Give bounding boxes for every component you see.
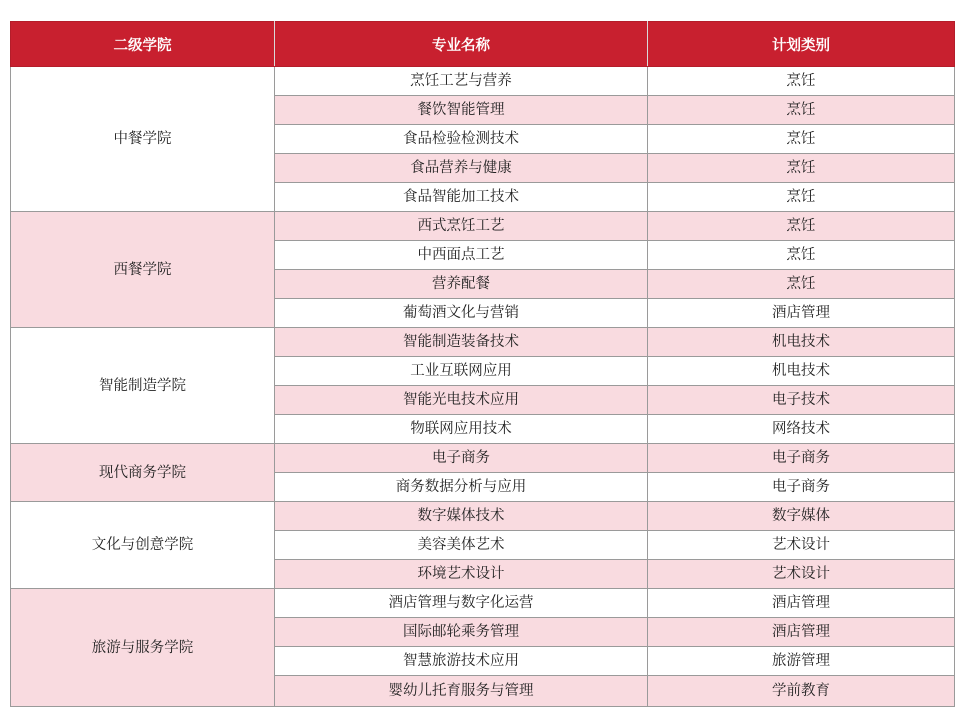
major-cell: 婴幼儿托育服务与管理 <box>275 676 648 707</box>
category-cell: 电子技术 <box>648 386 955 415</box>
table-row <box>11 212 955 241</box>
college-cell: 西餐学院 <box>11 212 275 328</box>
table-row <box>11 328 955 357</box>
category-cell: 烹饪 <box>648 241 955 270</box>
category-cell: 酒店管理 <box>648 618 955 647</box>
category-cell: 电子商务 <box>648 473 955 502</box>
college-cell: 现代商务学院 <box>11 444 275 502</box>
category-cell: 旅游管理 <box>648 647 955 676</box>
major-cell: 食品营养与健康 <box>275 154 648 183</box>
major-cell: 酒店管理与数字化运营 <box>275 589 648 618</box>
category-cell: 艺术设计 <box>648 531 955 560</box>
category-cell: 学前教育 <box>648 676 955 707</box>
major-cell: 中西面点工艺 <box>275 241 648 270</box>
category-cell: 艺术设计 <box>648 560 955 589</box>
category-cell: 电子商务 <box>648 444 955 473</box>
major-cell: 食品检验检测技术 <box>275 125 648 154</box>
header-category: 计划类别 <box>648 22 955 67</box>
category-cell: 数字媒体 <box>648 502 955 531</box>
major-cell: 智能光电技术应用 <box>275 386 648 415</box>
table-header <box>11 22 955 67</box>
major-cell: 餐饮智能管理 <box>275 96 648 125</box>
category-cell: 烹饪 <box>648 67 955 96</box>
major-cell: 西式烹饪工艺 <box>275 212 648 241</box>
major-cell: 葡萄酒文化与营销 <box>275 299 648 328</box>
majors-table <box>10 21 955 707</box>
major-cell: 物联网应用技术 <box>275 415 648 444</box>
major-cell: 国际邮轮乘务管理 <box>275 618 648 647</box>
category-cell: 烹饪 <box>648 270 955 299</box>
major-cell: 烹饪工艺与营养 <box>275 67 648 96</box>
table-row <box>11 502 955 531</box>
header-row <box>11 22 955 67</box>
major-cell: 智慧旅游技术应用 <box>275 647 648 676</box>
header-major: 专业名称 <box>275 22 648 67</box>
header-college: 二级学院 <box>11 22 275 67</box>
category-cell: 烹饪 <box>648 183 955 212</box>
category-cell: 网络技术 <box>648 415 955 444</box>
majors-table-container <box>10 21 954 707</box>
major-cell: 营养配餐 <box>275 270 648 299</box>
college-cell: 中餐学院 <box>11 67 275 212</box>
major-cell: 商务数据分析与应用 <box>275 473 648 502</box>
category-cell: 酒店管理 <box>648 589 955 618</box>
category-cell: 烹饪 <box>648 212 955 241</box>
category-cell: 烹饪 <box>648 154 955 183</box>
major-cell: 数字媒体技术 <box>275 502 648 531</box>
major-cell: 食品智能加工技术 <box>275 183 648 212</box>
college-cell: 智能制造学院 <box>11 328 275 444</box>
major-cell: 美容美体艺术 <box>275 531 648 560</box>
college-cell: 文化与创意学院 <box>11 502 275 589</box>
category-cell: 烹饪 <box>648 96 955 125</box>
table-row <box>11 589 955 618</box>
college-cell: 旅游与服务学院 <box>11 589 275 707</box>
table-row <box>11 67 955 96</box>
major-cell: 智能制造装备技术 <box>275 328 648 357</box>
major-cell: 环境艺术设计 <box>275 560 648 589</box>
category-cell: 机电技术 <box>648 328 955 357</box>
category-cell: 烹饪 <box>648 125 955 154</box>
major-cell: 工业互联网应用 <box>275 357 648 386</box>
table-row <box>11 444 955 473</box>
table-body <box>11 67 955 707</box>
category-cell: 酒店管理 <box>648 299 955 328</box>
major-cell: 电子商务 <box>275 444 648 473</box>
category-cell: 机电技术 <box>648 357 955 386</box>
